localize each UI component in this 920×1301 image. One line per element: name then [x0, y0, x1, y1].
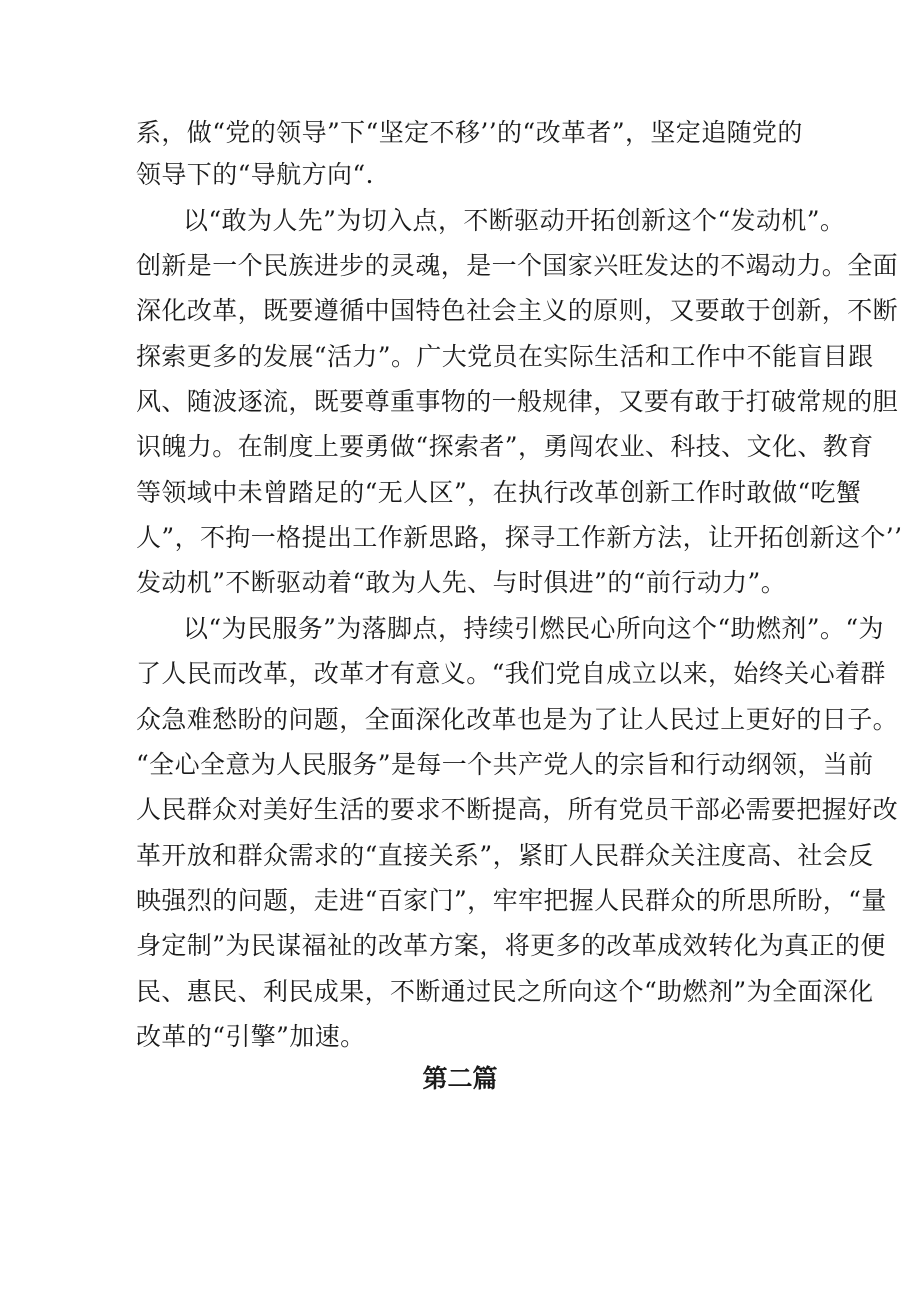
- text-line: 创新是一个民族进步的灵魂，是一个国家兴旺发达的不竭动力。全面: [136, 251, 899, 280]
- text-line: 系，做“党的领导”下“坚定不移’’的“改革者”，坚定追随党的: [136, 118, 803, 147]
- text-line: 人民群众对美好生活的要求不断提高，所有党员干部必需要把握好改: [136, 795, 899, 824]
- text-line: 改革的“引擎”加速。: [136, 1022, 366, 1051]
- text-line: 风、随波逐流，既要尊重事物的一般规律，又要有敢于打破常规的胆: [136, 387, 899, 416]
- text-line: 以“敢为人先”为切入点，不断驱动开拓创新这个“发动机”。: [183, 206, 846, 235]
- text-line: 探索更多的发展“活力”。广大党员在实际生活和工作中不能盲目跟: [136, 342, 874, 371]
- text-line: 革开放和群众需求的“直接关系”，紧盯人民群众关注度高、社会反: [136, 841, 874, 870]
- section-heading: 第二篇: [422, 1064, 498, 1093]
- text-line: 人”，不拘一格提出工作新思路，探寻工作新方法，让开拓创新这个’’: [136, 523, 903, 552]
- text-line: 等领域中未曾踏足的“无人区”，在执行改革创新工作时敢做“吃蟹: [136, 478, 862, 507]
- text-line: 深化改革，既要遵循中国特色社会主义的原则，又要敢于创新，不断: [136, 296, 899, 325]
- text-line: “全心全意为人民服务”是每一个共产党人的宗旨和行动纲领，当前: [136, 750, 874, 779]
- text-line: 众急难愁盼的问题，全面深化改革也是为了让人民过上更好的日子。: [136, 705, 899, 734]
- text-line: 领导下的“导航方向“.: [136, 160, 374, 189]
- text-line: 发动机”不断驱动着“敢为人先、与时俱进”的“前行动力”。: [136, 568, 787, 597]
- text-line: 以“为民服务”为落脚点，持续引燃民心所向这个“助燃剂”。“为: [183, 614, 884, 643]
- text-line: 映强烈的问题，走进“百家门”，牢牢把握人民群众的所思所盼，“量: [136, 886, 887, 915]
- text-line: 识魄力。在制度上要勇做“探索者”，勇闯农业、科技、文化、教育: [136, 432, 874, 461]
- text-line: 了人民而改革，改革才有意义。“我们党自成立以来，始终关心着群: [136, 659, 886, 688]
- text-line: 民、惠民、利民成果，不断通过民之所向这个“助燃剂”为全面深化: [136, 977, 874, 1006]
- text-line: 身定制”为民谋福祉的改革方案，将更多的改革成效转化为真正的便: [136, 931, 886, 960]
